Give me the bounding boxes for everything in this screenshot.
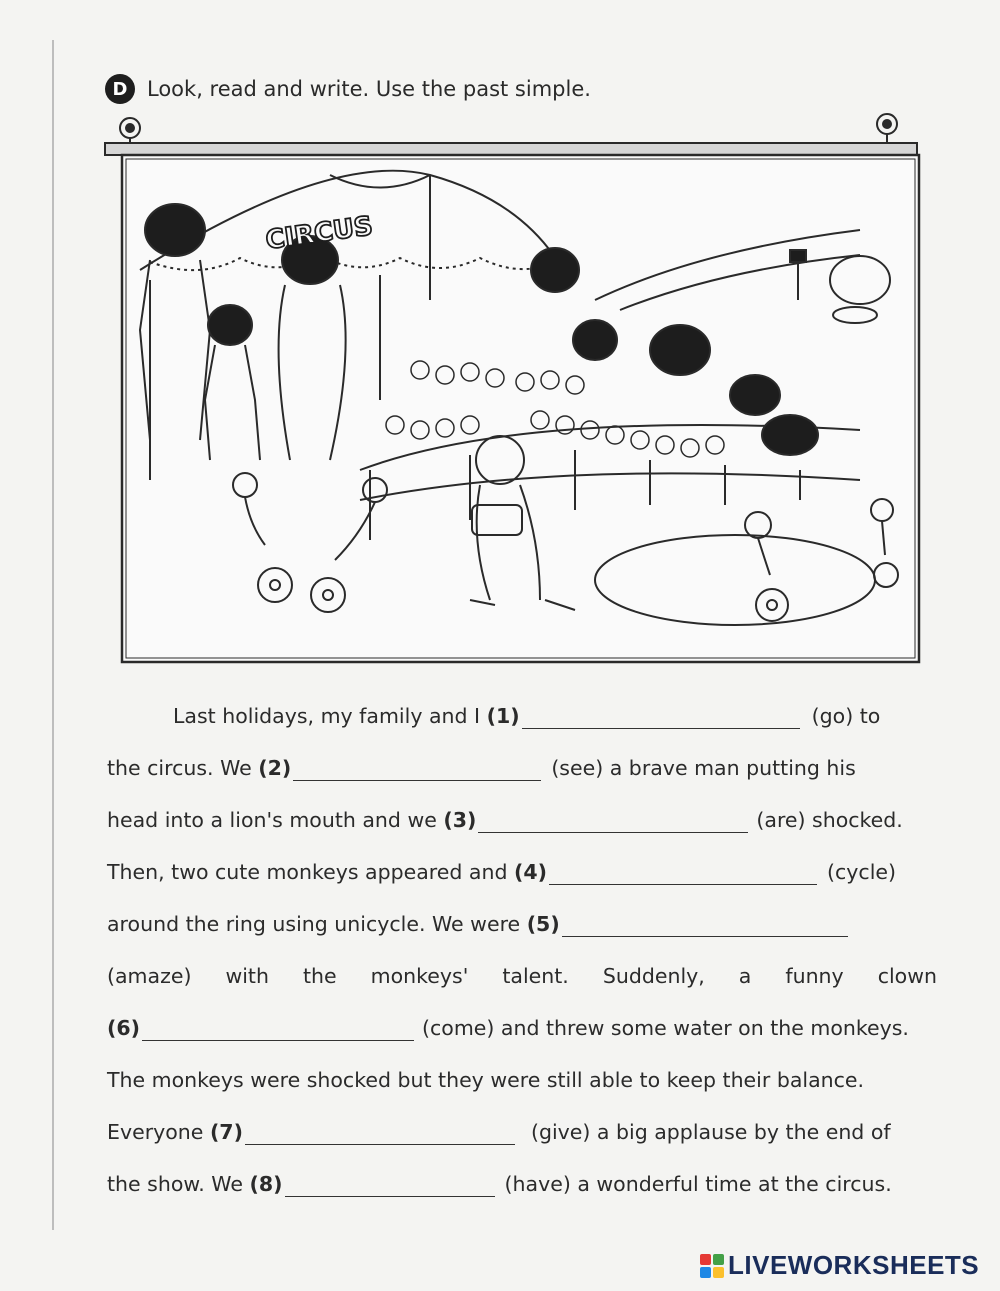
passage-line-1: Last holidays, my family and I (1) (go) to <box>173 704 881 728</box>
logo-square-3 <box>700 1267 711 1278</box>
logo-square-1 <box>700 1254 711 1265</box>
passage-line-6: (amaze) with the monkeys' talent. Suddenly, a funny clown <box>107 964 937 988</box>
logo-square-2 <box>713 1254 724 1265</box>
answer-5-input[interactable] <box>562 912 848 937</box>
passage <box>107 690 937 1210</box>
answer-6-input[interactable] <box>142 1016 414 1041</box>
passage-line-10: the show. We (8) (have) a wonderful time at the circus. <box>107 1172 892 1196</box>
picture-frame <box>122 155 919 662</box>
hanger-ring-right <box>877 114 897 142</box>
answer-8-input[interactable] <box>285 1172 495 1197</box>
logo-square-4 <box>713 1267 724 1278</box>
passage-line-8: The monkeys were shocked but they were still able to keep their balance. <box>107 1068 865 1092</box>
answer-1-input[interactable] <box>522 704 800 729</box>
brand-name: LIVEWORKSHEETS <box>728 1250 980 1280</box>
passage-line-3: head into a lion's mouth and we (3) (are) shocked. <box>107 808 903 832</box>
passage-line-4: Then, two cute monkeys appeared and (4) (cycle) <box>107 860 897 884</box>
answer-4-input[interactable] <box>549 860 817 885</box>
passage-line-9: Everyone (7) (give) a big applause by the end of <box>107 1120 891 1144</box>
passage-line-5: around the ring using unicycle. We were (5) <box>107 898 937 950</box>
hanger-ring-left <box>120 118 140 145</box>
circus-sign: CIRCUS <box>263 211 375 256</box>
brand-logo[interactable] <box>700 1250 979 1281</box>
section-badge: D <box>105 74 135 104</box>
answer-7-input[interactable] <box>245 1120 515 1145</box>
passage-line-2: the circus. We (2) (see) a brave man putting his <box>107 756 856 780</box>
passage-line-7: (6) (come) and threw some water on the monkeys. <box>107 1016 909 1040</box>
logo-grid-icon <box>700 1254 724 1278</box>
answer-2-input[interactable] <box>293 756 541 781</box>
instruction-text: Look, read and write. Use the past simple. <box>147 77 591 101</box>
hanging-rod <box>105 143 917 155</box>
answer-3-input[interactable] <box>478 808 748 833</box>
